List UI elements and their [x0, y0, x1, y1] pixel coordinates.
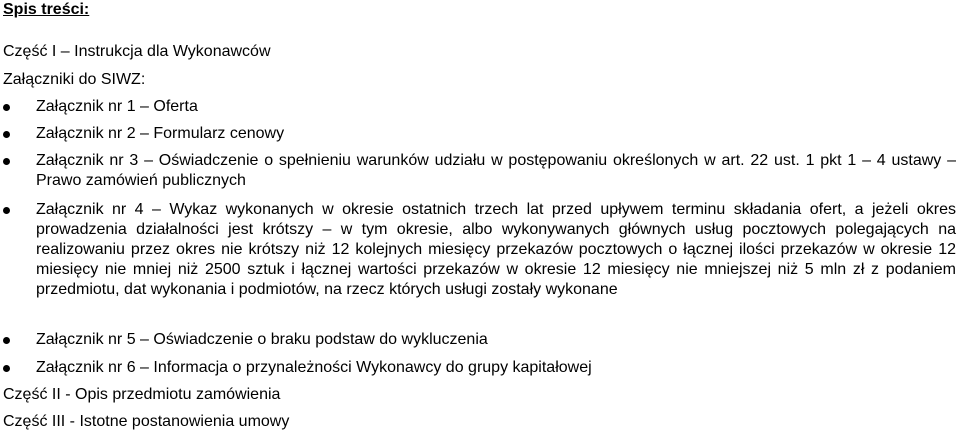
- toc-part-1: Część I – Instrukcja dla Wykonawców: [3, 43, 271, 60]
- attachment-1-text: Załącznik nr 1 – Oferta: [36, 98, 198, 115]
- toc-part-3: Część III - Istotne postanowienia umowy: [3, 413, 290, 430]
- bullet-icon: [3, 158, 10, 165]
- bullet-icon: [3, 365, 10, 372]
- attachment-5-text: Załącznik nr 5 – Oświadczenie o braku podstaw do wykluczenia: [36, 331, 488, 348]
- attachment-6-text: Załącznik nr 6 – Informacja o przynależności Wykonawcy do grupy kapitałowej: [36, 359, 592, 376]
- attachment-4-text: Załącznik nr 4 – Wykaz wykonanych w okresie ostatnich trzech lat przed upływem terminu składania ofert, a jeżeli okres prowadzenia działalności jest krótszy – w tym okresie, albo wykonywanych głównych usług pocztowych polegających na realizowaniu przez okres nie krótszy niż 12 kolejnych miesięcy przekazów pocztowych o łącznej ilości przekazów w okresie 12 miesięcy nie mniej niż 2500 sztuk i łącznej wartości przekazów w okresie 12 miesięcy nie mniejszej niż 5 mln zł z podaniem przedmiotu, dat wykonania i podmiotów, na rzecz których usługi zostały wykonane: [36, 201, 956, 298]
- attachment-3-text: Załącznik nr 3 – Oświadczenie o spełnieniu warunków udziału w postępowaniu określonych w art. 22 ust. 1 pkt 1 – 4 ustawy – Prawo zamówień publicznych: [36, 152, 956, 189]
- bullet-icon: [3, 337, 10, 344]
- toc-heading: Spis treści:: [3, 1, 90, 18]
- attachment-2-text: Załącznik nr 2 – Formularz cenowy: [36, 125, 285, 142]
- bullet-icon: [3, 104, 10, 111]
- attachments-title: Załączniki do SIWZ:: [3, 71, 146, 88]
- bullet-icon: [3, 131, 10, 138]
- toc-part-2: Część II - Opis przedmiotu zamówienia: [3, 386, 281, 403]
- bullet-icon: [3, 207, 10, 214]
